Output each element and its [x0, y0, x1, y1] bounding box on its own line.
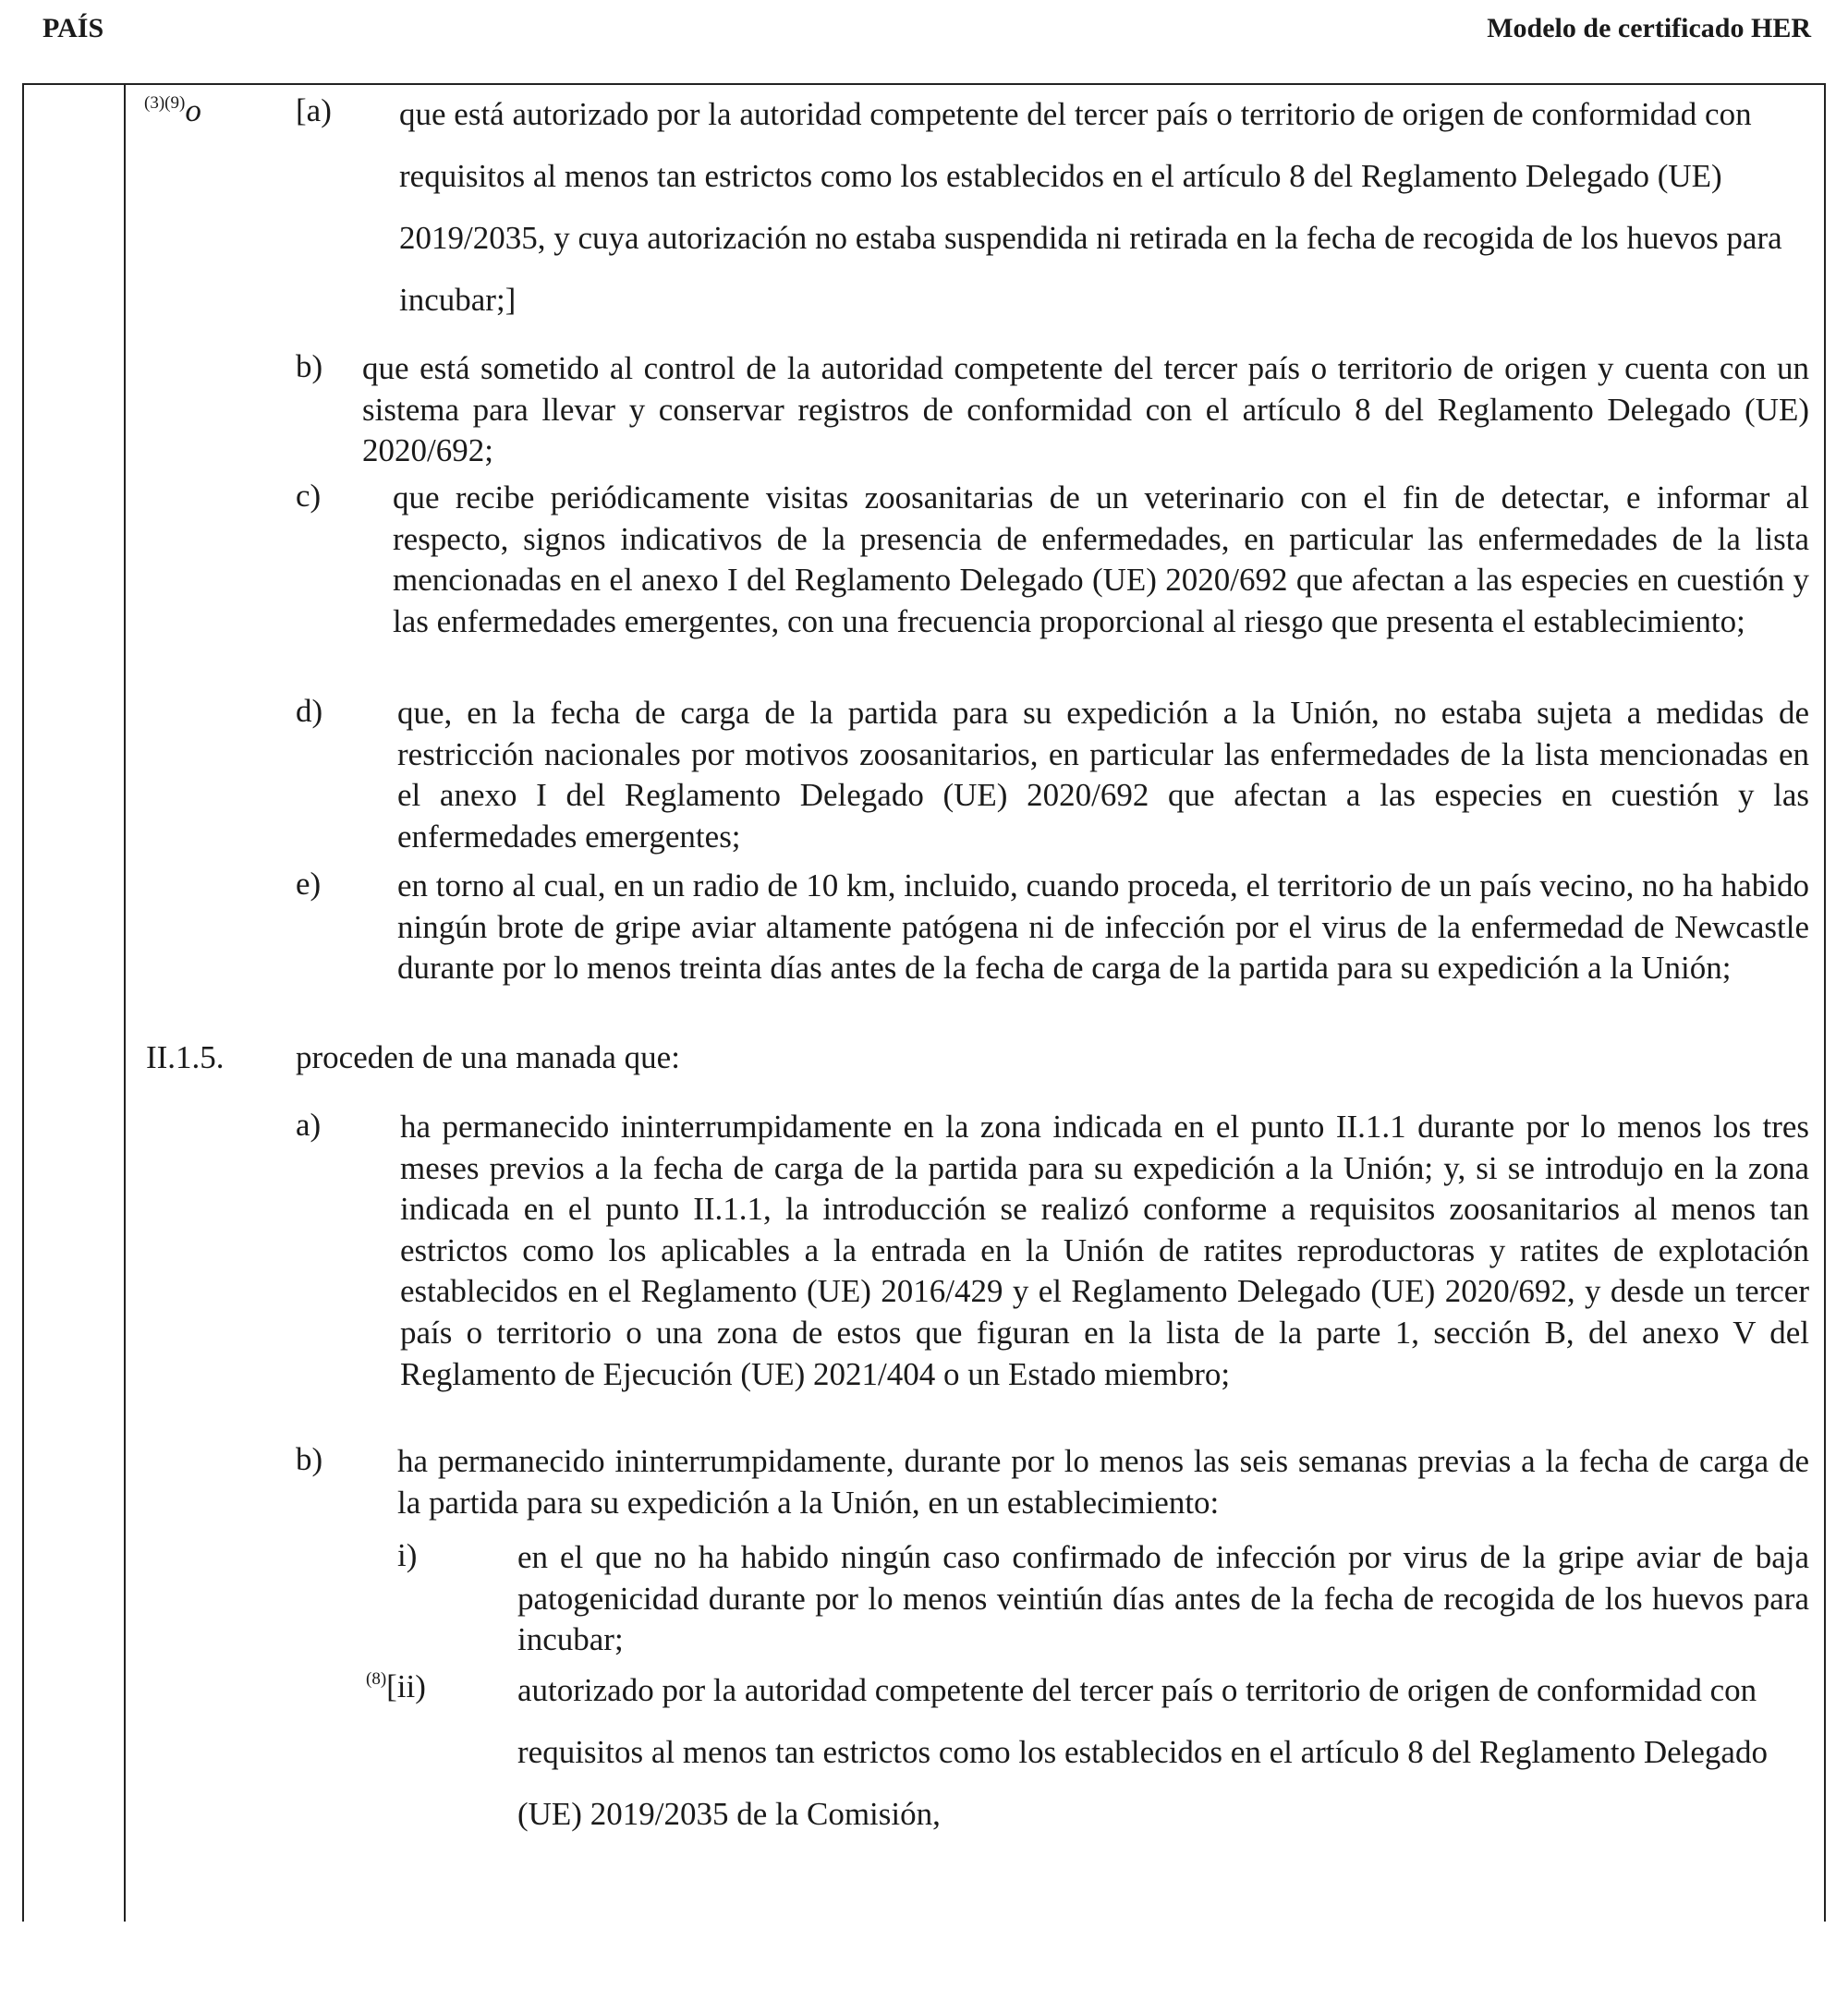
header-country: PAÍS — [43, 13, 104, 43]
section-heading: proceden de una manada que: — [296, 1039, 680, 1075]
section-b-i-text: en el que no ha habido ningún caso confirmado de infección por virus de la gripe aviar de baja patogenicidad durante por lo menos veintiún días antes de la fecha de recogida de los huevos para incubar; — [517, 1539, 1809, 1658]
section-a-label: a) — [296, 1107, 322, 1143]
item-e-label: e) — [296, 866, 322, 902]
item-e-text: en torno al cual, en un radio de 10 km, incluido, cuando proceda, el territorio de un país vecino, no ha habido ningún brote de gripe aviar altamente patógena ni de infección por el virus de la enfermedad de Newcastle durante por lo menos treinta días antes de la fecha de carga de la partida para su expedición a la Unión; — [397, 867, 1809, 987]
item-b-label: b) — [296, 348, 323, 384]
section-b-i-label: i) — [397, 1537, 418, 1573]
header-certificate-model: Modelo de certificado HER — [1487, 13, 1811, 43]
frame-right-line — [1824, 83, 1826, 1922]
section-b-text: ha permanecido ininterrumpidamente, durante por lo menos las seis semanas previas a la fecha de carga de la partida para su expedición a la Unión, en un establecimiento: — [397, 1443, 1809, 1521]
section-b-ii-label: [ii) — [386, 1668, 426, 1704]
item-a-text: que está autorizado por la autoridad competente del tercer país o territorio de origen de conformidad con requisitos al menos tan estrictos como los establecidos en el artículo 8 del Reglamento Delegado (UE) 2019/2035, y cuya autorización no estaba suspendida ni retirada en la fecha de recogida de los huevos para incubar;] — [399, 96, 1782, 318]
item-d-label: d) — [296, 693, 323, 729]
item-a-marker — [144, 92, 201, 129]
section-b-label: b) — [296, 1441, 323, 1477]
section-b-ii-marker — [366, 1668, 426, 1705]
item-a-label: [a) — [296, 92, 332, 128]
frame-inner-line — [124, 83, 126, 1922]
item-c-label: c) — [296, 478, 322, 514]
item-b-text: que está sometido al control de la autoridad competente del tercer país o territorio de origen y cuenta con un sistema para llevar y conservar registros de conformidad con el artículo 8 del Reglamento Delegado (UE) 2020/692; — [362, 350, 1809, 469]
item-c-text: que recibe periódicamente visitas zoosanitarias de un veterinario con el fin de detectar, e informar al respecto, signos indicativos de la presencia de enfermedades, en particular las enfermedades de la lista mencionadas en el anexo I del Reglamento Delegado (UE) 2020/692 que afectan a las especies en cuestión y las enfermedades emergentes, con una frecuencia proporcional al riesgo que presenta el establecimiento; — [393, 479, 1809, 639]
section-b-ii-footnote-ref: (8) — [366, 1669, 387, 1689]
section-a-text: ha permanecido ininterrumpidamente en la zona indicada en el punto II.1.1 durante por lo menos los tres meses previos a la fecha de carga de la partida para su expedición a la Unión; y, si se introdujo en la zona indicada en el punto II.1.1, la introducción se realizó conforme a requisitos zoosanitarios al menos tan estrictos como los aplicables a la entrada en la Unión de ratites reproductoras y ratites de explotación establecidos en el Reglamento (UE) 2016/429 y el Reglamento Delegado (UE) 2020/692, y desde un tercer país o territorio o una zona de estos que figuran en la lista de la parte 1, sección B, del anexo V del Reglamento de Ejecución (UE) 2021/404 o un Estado miembro; — [400, 1109, 1809, 1392]
frame-left-line — [22, 83, 24, 1922]
item-d-text: que, en la fecha de carga de la partida para su expedición a la Unión, no estaba sujeta a medidas de restricción nacionales por motivos zoosanitarios, en particular las enfermedades de la lista mencionadas en el anexo I del Reglamento Delegado (UE) 2020/692 que afectan a las especies en cuestión y las enfermedades emergentes; — [397, 695, 1809, 855]
section-number: II.1.5. — [146, 1039, 225, 1075]
section-b-ii-text: autorizado por la autoridad competente del tercer país o territorio de origen de conformidad con requisitos al menos tan estrictos como los establecidos en el artículo 8 del Reglamento Delegado (UE) 2019/2035 de la Comisión, — [517, 1672, 1768, 1832]
item-a-or: o — [185, 92, 201, 128]
item-a-footnote-ref: (3)(9) — [144, 93, 186, 113]
